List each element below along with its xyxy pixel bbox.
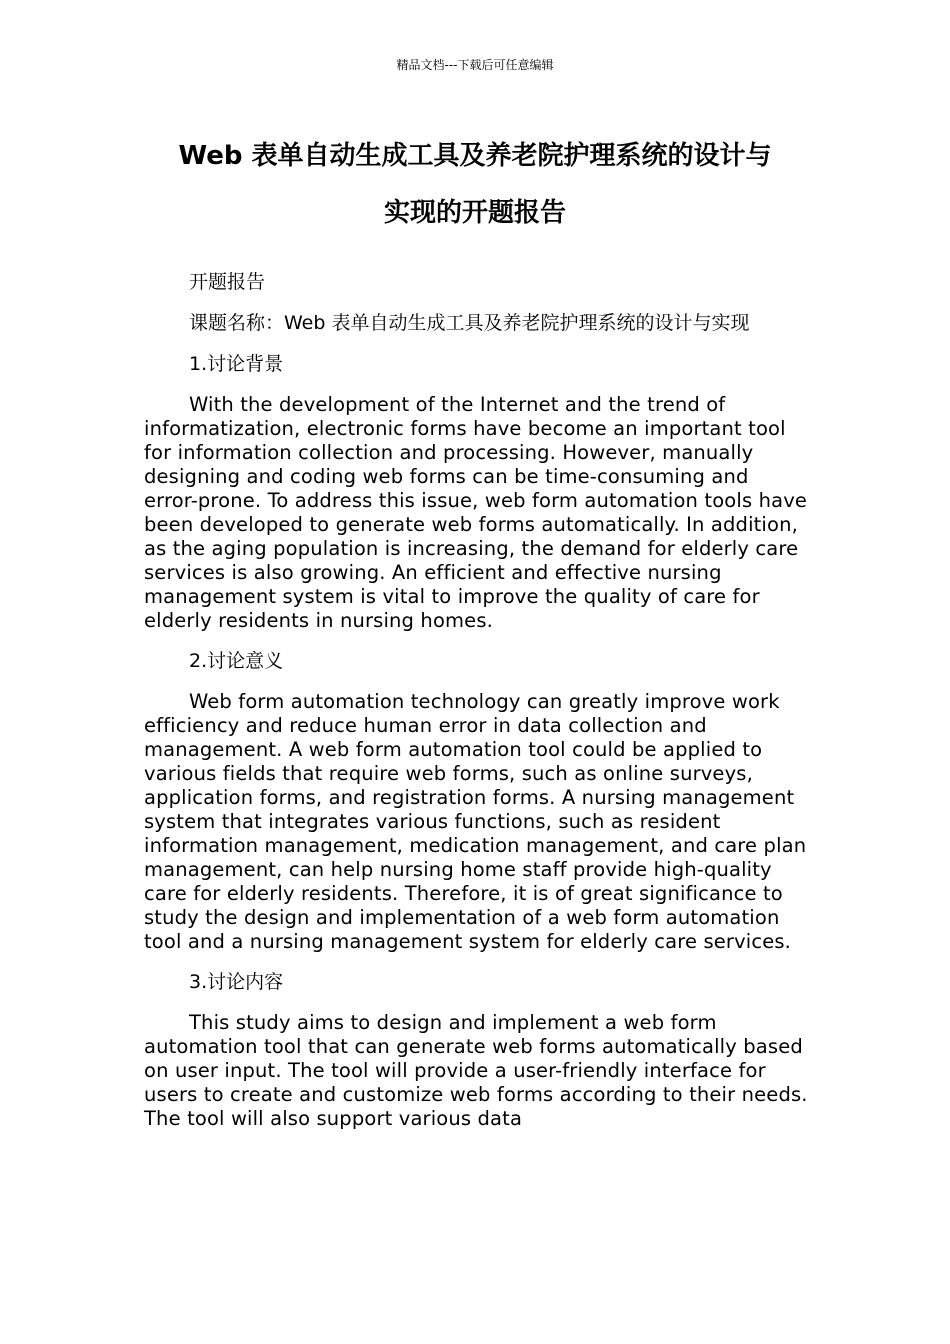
section-paragraph-content: This study aims to design and implement a web form automation tool that can generate web forms automatically based on user input. The tool will provide a user-friendly interface for users to create and customize web forms according to their needs. The tool will also support various data — [144, 1011, 808, 1130]
section-heading-background: 1.讨论背景 — [189, 353, 284, 375]
document-title-line-2: 实现的开题报告 — [383, 198, 566, 228]
running-header: 精品文档---下载后可任意编辑 — [396, 58, 554, 72]
report-label: 开题报告 — [189, 271, 266, 293]
section-heading-significance: 2.讨论意义 — [189, 650, 284, 672]
section-heading-content: 3.讨论内容 — [189, 971, 284, 993]
topic-line: 课题名称：Web 表单自动生成工具及养老院护理系统的设计与实现 — [189, 312, 750, 334]
document-body — [144, 270, 808, 1147]
document-title-line-1: Web 表单自动生成工具及养老院护理系统的设计与 — [178, 141, 772, 171]
section-paragraph-significance: Web form automation technology can greatly improve work efficiency and reduce human error in data collection and management. A web form automation tool could be applied to various fields that require web forms, such as online surveys, application forms, and registration forms. A nursing management system that integrates various functions, such as resident information management, medication management, and care plan management, can help nursing home staff provide high-quality care for elderly residents. Therefore, it is of great significance to study the design and implementation of a web form automation tool and a nursing management system for elderly care services. — [144, 690, 807, 953]
section-paragraph-background: With the development of the Internet and the trend of informatization, electronic forms have become an important tool for information collection and processing. However, manually designing and coding web forms can be time-consuming and error-prone. To address this issue, web form automation tools have been developed to generate web forms automatically. In addition, as the aging population is increasing, the demand for elderly care services is also growing. An efficient and effective nursing management system is vital to improve the quality of care for elderly residents in nursing homes. — [144, 393, 808, 632]
document-title — [120, 128, 830, 242]
